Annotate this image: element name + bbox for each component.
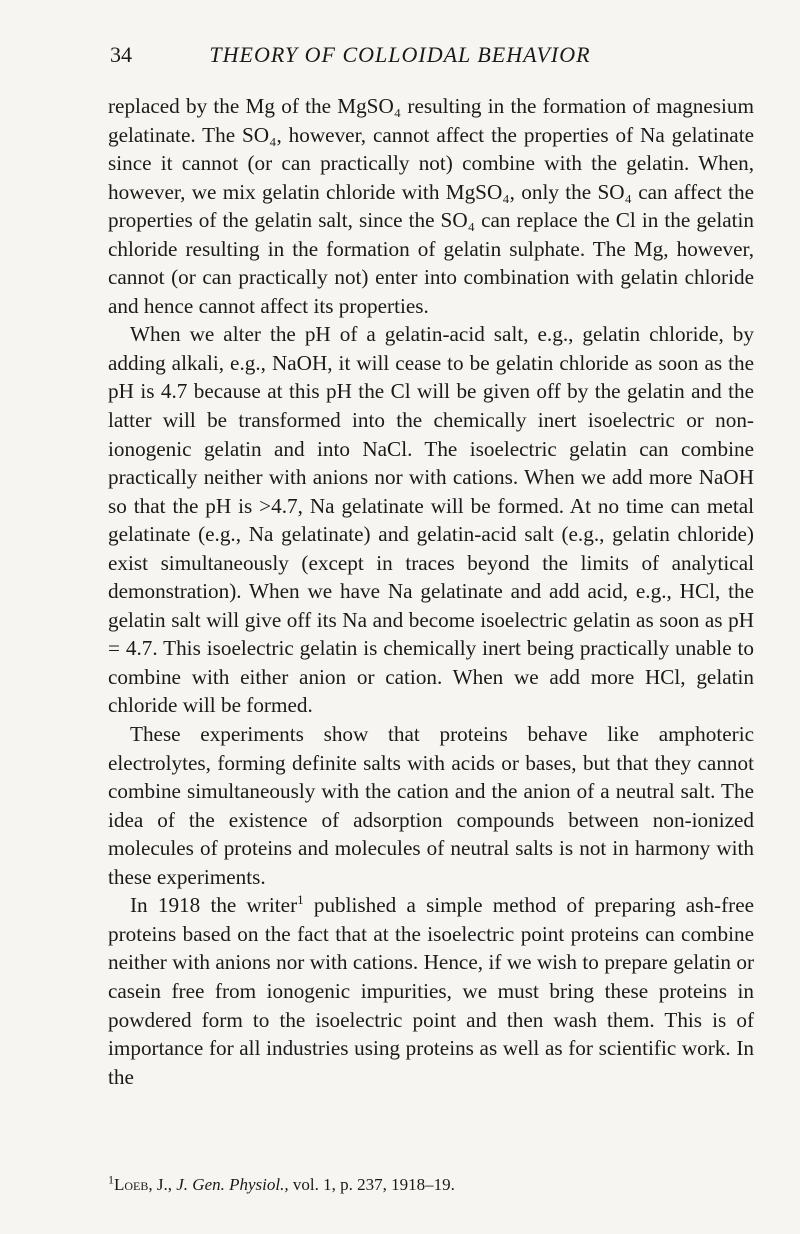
paragraph-3: These experiments show that proteins behave like amphoteric electrolytes, forming definite salts with acids or bases, but that they cannot combine simultaneously with the cation and the anion of a neutral salt. The idea of the existence of adsorption compounds between non-ionized molecules of proteins and molecules of neutral salts is not in harmony with these experiments. bbox=[108, 722, 754, 889]
footnote-author: Loeb, J., bbox=[114, 1175, 172, 1194]
footnote-reference: 1 bbox=[297, 892, 304, 908]
footnote-journal: J. Gen. Physiol., bbox=[176, 1175, 289, 1194]
footnote bbox=[108, 1174, 754, 1196]
paragraph-2: When we alter the pH of a gelatin-acid salt, e.g., gelatin chloride, by adding alkali, e.g., NaOH, it will cease to be gelatin chloride as soon as the pH is 4.7 because at this pH the Cl will be given off by the gelatin and the latter will be transformed into the chemically inert isoelectric or non-ionogenic gelatin and into NaCl. The isoelectric gelatin can combine practically neither with anions nor with cations. When we add more NaOH so that the pH is >4.7, Na gelatinate will be formed. At no time can metal gelatinate (e.g., Na gelatinate) and gelatin-acid salt (e.g., gelatin chloride) exist simultaneously (except in traces beyond the limits of analytical demonstration). When we have Na gelatinate and add acid, e.g., HCl, the gelatin salt will give off its Na and become isoelectric gelatin as soon as pH = 4.7. This isoelectric gelatin is chemically inert being practically unable to combine with either anion or cation. When we add more HCl, gelatin chloride will be formed. bbox=[108, 322, 754, 718]
footnote-mark: 1 bbox=[108, 1172, 114, 1187]
body-text bbox=[108, 92, 754, 1091]
page-number: 34 bbox=[110, 42, 132, 67]
paragraph-4-lead: In 1918 the writer bbox=[130, 893, 298, 918]
paragraph-4 bbox=[108, 891, 754, 1091]
paragraph-4-rest: published a simple method of preparing ash-free proteins based on the fact that at the isoelectric point proteins can combine neither with anions nor with cations. Hence, if we wish to prepare gelatin or casein free from ionogenic impurities, we must bring these proteins in powdered form to the isoelectric point and then wash them. This is of importance for all industries using proteins as well as for scientific work. In the bbox=[108, 893, 754, 1089]
page-header bbox=[110, 40, 750, 70]
paragraph-1: replaced by the Mg of the MgSO₄ resulting in the formation of magnesium gelatinate. The SO₄, however, cannot affect the properties of Na gelatinate since it cannot (or can practically not) combine with the gelatin. When, however, we mix gelatin chloride with MgSO₄, only the SO₄ can affect the properties of the gelatin salt, since the SO₄ can replace the Cl in the gelatin chloride resulting in the formation of gelatin sulphate. The Mg, however, cannot (or can practically not) enter into combination with gelatin chloride and hence cannot affect its properties. bbox=[108, 94, 754, 318]
footnote-details: vol. 1, p. 237, 1918–19. bbox=[292, 1175, 455, 1194]
running-head: THEORY OF COLLOIDAL BEHAVIOR bbox=[209, 42, 591, 67]
